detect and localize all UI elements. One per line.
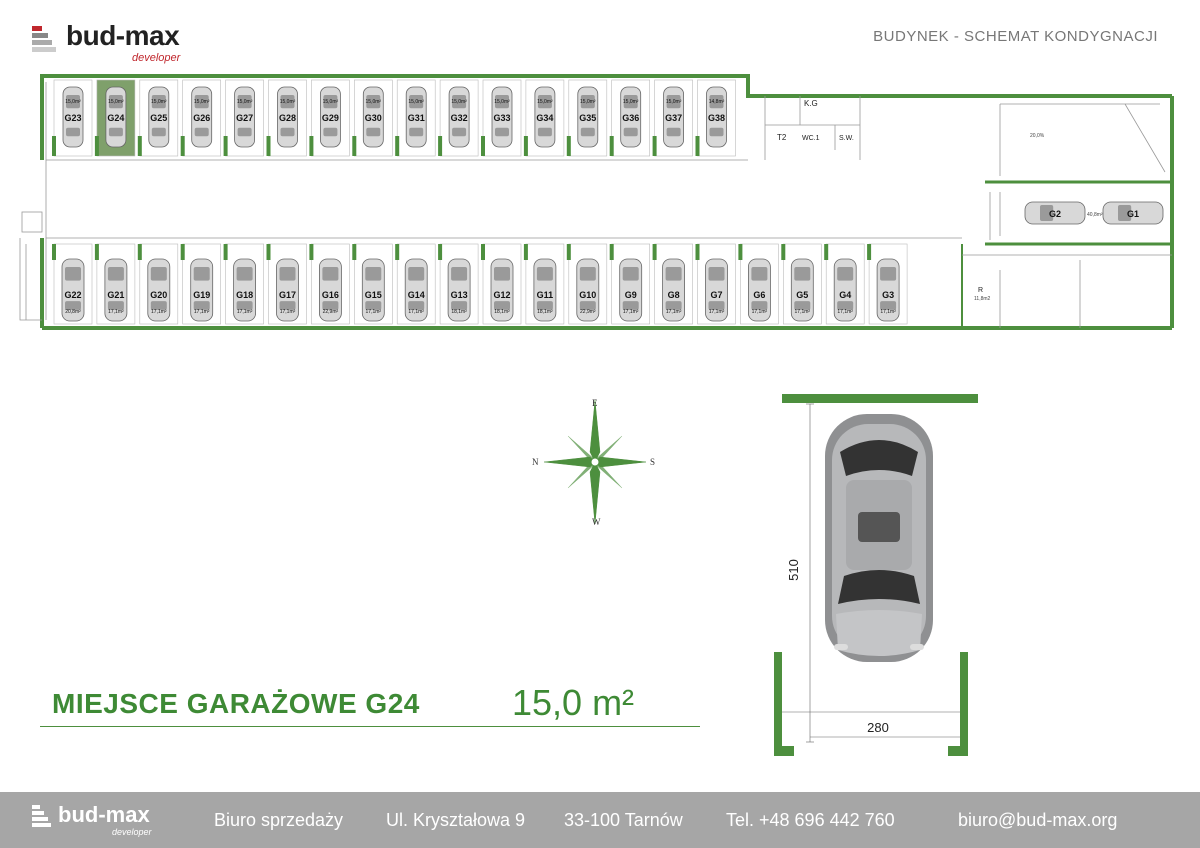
parking-spot-g12[interactable] xyxy=(481,244,521,324)
spot-area-label: 17,1m² xyxy=(794,309,811,315)
spot-area-label: 15,0m² xyxy=(322,99,339,105)
parking-spot-g23[interactable] xyxy=(52,80,92,156)
parking-spot-g18[interactable] xyxy=(224,244,264,324)
spot-area-label: 15,0m² xyxy=(279,99,296,105)
parking-spot-g24[interactable] xyxy=(95,80,135,156)
spot-area-label: 20,8m² xyxy=(65,309,81,315)
spot-number-label: G14 xyxy=(407,290,425,300)
right-spots-area: 40,8m² xyxy=(1087,212,1103,218)
spot-area-label: 15,0m² xyxy=(494,99,510,105)
spot-area-label: 17,1m² xyxy=(665,309,682,315)
brand-name: bud-max xyxy=(66,20,180,51)
spot-area-label: 17,1m² xyxy=(837,309,853,315)
compass-east: E xyxy=(592,398,598,408)
spot-area-label: 14,8m² xyxy=(708,99,725,105)
spot-number-label: G2 xyxy=(1048,209,1062,219)
parking-spot-g4[interactable] xyxy=(824,244,864,324)
spot-area-label: 15,0m² xyxy=(622,99,639,105)
spot-number-label: G22 xyxy=(64,290,82,300)
parking-spot-g17[interactable] xyxy=(267,244,307,324)
parking-spot-g2[interactable] xyxy=(1025,202,1085,224)
footer-office: Biuro sprzedaży xyxy=(214,810,344,830)
spot-area-label: 17,1m² xyxy=(193,309,210,315)
spot-number-label: G8 xyxy=(667,290,680,300)
spot-number-label: G7 xyxy=(710,290,723,300)
spot-number-label: G11 xyxy=(536,290,554,300)
spot-area-label: 22,9m² xyxy=(580,309,596,315)
parking-spot-g5[interactable] xyxy=(781,244,821,324)
parking-spot-g36[interactable] xyxy=(610,80,650,156)
footer-city: 33-100 Tarnów xyxy=(564,810,683,830)
parking-spot-g37[interactable] xyxy=(653,80,693,156)
spot-area-label: 15,0m² xyxy=(65,99,81,105)
parking-spot-g15[interactable] xyxy=(352,244,392,324)
footer-logo xyxy=(32,802,172,838)
room-r: R xyxy=(978,287,984,294)
parking-spot-g1[interactable] xyxy=(1103,202,1163,224)
spot-area-label: 17,1m² xyxy=(708,309,725,315)
room-sw: S.W. xyxy=(839,135,854,142)
floor-plan xyxy=(0,60,1200,350)
parking-spot-g6[interactable] xyxy=(738,244,778,324)
title-divider xyxy=(40,726,700,727)
ramp-slope: 20,0% xyxy=(1030,133,1045,139)
spot-number-label: G4 xyxy=(839,290,852,300)
spot-area-label: 18,1m² xyxy=(537,309,553,315)
spot-number-label: G1 xyxy=(1126,209,1140,219)
bottom-parking-row xyxy=(52,244,907,324)
spot-number-label: G35 xyxy=(579,113,597,123)
top-parking-row xyxy=(52,80,736,156)
spot-area-label: 17,1m² xyxy=(880,309,896,315)
spot-area-label: 15,0m² xyxy=(193,99,210,105)
car-top-view xyxy=(825,414,933,662)
parking-spot-g8[interactable] xyxy=(653,244,693,324)
parking-spot-g3[interactable] xyxy=(867,244,907,324)
parking-spot-g33[interactable] xyxy=(481,80,521,156)
parking-spot-g35[interactable] xyxy=(567,80,607,156)
spot-number-label: G31 xyxy=(407,113,425,123)
spot-area-label: 15,0m² xyxy=(236,99,253,105)
spot-area-label: 15,0m² xyxy=(537,99,553,105)
spot-area-label: 15,0m² xyxy=(365,99,382,105)
spot-area-label: 15,0m² xyxy=(151,99,167,105)
parking-spot-g34[interactable] xyxy=(524,80,564,156)
spot-area-label: 17,1m² xyxy=(622,309,639,315)
spot-number-label: G32 xyxy=(450,113,468,123)
room-t2: T2 xyxy=(777,133,787,142)
spot-number-label: G36 xyxy=(622,113,640,123)
parking-spot-g21[interactable] xyxy=(95,244,135,324)
room-r-area: 11,8m2 xyxy=(974,296,991,302)
spot-area-label: 15,0m² xyxy=(408,99,424,105)
parking-spot-g16[interactable] xyxy=(309,244,349,324)
parking-spot-g29[interactable] xyxy=(309,80,349,156)
spot-number-label: G9 xyxy=(624,290,637,300)
spot-number-label: G26 xyxy=(193,113,211,123)
room-kg: K.G xyxy=(804,99,818,108)
spot-number-label: G33 xyxy=(493,113,511,123)
spot-area-label: 15,0m² xyxy=(451,99,467,105)
spot-number-label: G3 xyxy=(882,290,895,300)
spot-number-label: G27 xyxy=(236,113,254,123)
spot-number-label: G37 xyxy=(665,113,683,123)
detail-length: 510 xyxy=(786,559,801,581)
spot-number-label: G21 xyxy=(107,290,125,300)
page-title: BUDYNEK - SCHEMAT KONDYGNACJI xyxy=(873,28,1158,45)
spot-number-label: G38 xyxy=(707,113,726,123)
spot-area-label: 17,1m² xyxy=(108,309,124,315)
spot-number-label: G10 xyxy=(579,290,597,300)
spot-number-label: G18 xyxy=(236,290,254,300)
detail-width: 280 xyxy=(867,720,889,735)
compass-rose xyxy=(520,392,670,532)
spot-number-label: G23 xyxy=(64,113,82,123)
spot-area-label: 17,1m² xyxy=(236,309,253,315)
parking-spot-g7[interactable] xyxy=(696,244,736,324)
footer-email[interactable]: biuro@bud-max.org xyxy=(958,810,1118,830)
spot-number-label: G6 xyxy=(753,290,766,300)
logo-stairs-icon xyxy=(32,24,58,54)
spot-area-label: 22,9m² xyxy=(322,309,339,315)
parking-spot-g27[interactable] xyxy=(224,80,264,156)
spot-area-label: 15,0m² xyxy=(108,99,124,105)
parking-spot-g32[interactable] xyxy=(438,80,478,156)
brand-sub: developer xyxy=(132,52,181,64)
parking-spot-g14[interactable] xyxy=(395,244,435,324)
spot-area-label: 18,1m² xyxy=(451,309,467,315)
parking-spot-g11[interactable] xyxy=(524,244,564,324)
parking-spot-g30[interactable] xyxy=(352,80,392,156)
spot-number-label: G24 xyxy=(107,113,125,123)
spot-area: 15,0 m² xyxy=(512,682,635,723)
spot-number-label: G13 xyxy=(450,290,468,300)
parking-spot-g28[interactable] xyxy=(267,80,307,156)
room-wc: WC.1 xyxy=(802,135,820,142)
footer-logo-stairs-icon xyxy=(32,804,52,828)
parking-spot-g9[interactable] xyxy=(610,244,650,324)
compass-south: S xyxy=(650,457,656,467)
spot-number-label: G19 xyxy=(193,290,211,300)
parking-spot-g10[interactable] xyxy=(567,244,607,324)
spot-number-label: G15 xyxy=(364,290,382,300)
parking-spot-g38[interactable] xyxy=(696,80,736,156)
spot-area-label: 15,0m² xyxy=(665,99,682,105)
footer-phone[interactable]: Tel. +48 696 442 760 xyxy=(726,810,895,830)
spot-number-label: G29 xyxy=(321,113,339,123)
spot-number-label: G30 xyxy=(364,113,382,123)
compass-north: N xyxy=(532,457,539,467)
spot-number-label: G20 xyxy=(150,290,168,300)
parking-spot-g31[interactable] xyxy=(395,80,435,156)
spot-area-label: 15,0m² xyxy=(580,99,596,105)
spot-title: MIEJSCE GARAŻOWE G24 xyxy=(52,688,420,719)
footer-bar xyxy=(0,792,1200,848)
spot-area-label: 17,1m² xyxy=(408,309,424,315)
parking-spot-g26[interactable] xyxy=(181,80,221,156)
spot-number-label: G28 xyxy=(278,113,297,123)
spot-number-label: G34 xyxy=(536,113,554,123)
footer-brand-sub: developer xyxy=(112,827,152,837)
footer-street: Ul. Kryształowa 9 xyxy=(386,810,526,830)
compass-west: W xyxy=(592,517,601,527)
spot-area-label: 17,1m² xyxy=(151,309,167,315)
spot-number-label: G16 xyxy=(321,290,339,300)
spot-area-label: 17,1m² xyxy=(279,309,296,315)
spot-number-label: G17 xyxy=(278,290,297,300)
spot-area-label: 17,1m² xyxy=(751,309,768,315)
parking-spot-g13[interactable] xyxy=(438,244,478,324)
parking-space-detail xyxy=(760,380,990,770)
parking-spot-g22[interactable] xyxy=(52,244,92,324)
spot-number-label: G25 xyxy=(150,113,168,123)
parking-spot-g25[interactable] xyxy=(138,80,178,156)
footer-brand-name: bud-max xyxy=(58,802,150,827)
parking-spot-g19[interactable] xyxy=(181,244,221,324)
spot-area-label: 18,1m² xyxy=(494,309,510,315)
parking-spot-g20[interactable] xyxy=(138,244,178,324)
spot-number-label: G12 xyxy=(493,290,511,300)
spot-number-label: G5 xyxy=(796,290,809,300)
spot-area-label: 17,1m² xyxy=(365,309,382,315)
